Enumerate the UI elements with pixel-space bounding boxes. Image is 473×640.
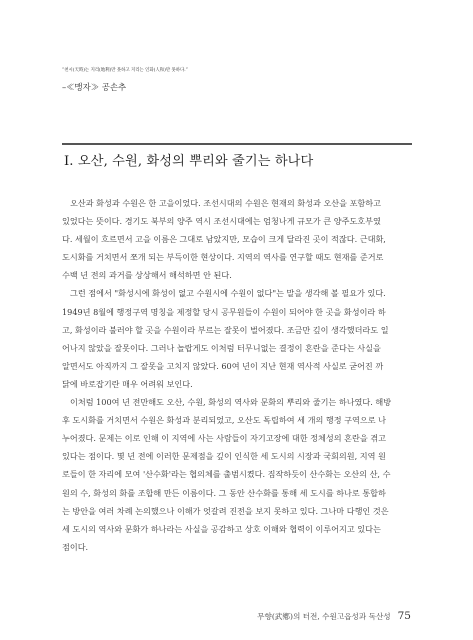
paragraph-line: 그런 점에서 "화성시에 화성이 없고 수원시에 수원이 없다"는 말을 생각해 볼 필요가 있다.	[70, 288, 386, 299]
epigraph-source: –≪맹자≫ 공손추	[62, 82, 127, 92]
paragraph-line: 고, 화성이라 불러야 할 곳을 수원이라 부르는 잘못이 벌어졌다. 조금만 깊이 생각했더라도 일	[62, 324, 389, 335]
running-title: 무향(武鄕)의 터전, 수원고읍성과 독산성	[257, 612, 391, 621]
paragraph-line: 누어졌다. 문제는 이로 인해 이 지역에 사는 사람들이 자기고장에 대한 정체성의 혼란을 겪고	[62, 433, 386, 444]
paragraph-line: 있었다는 뜻이다. 경기도 북부의 양주 역시 조선시대에는 엄청나게 규모가 큰 양주도호부였	[62, 216, 381, 227]
paragraph-line: 알면서도 아직까지 그 잘못을 고치지 않았다. 60여 년이 지난 현재 역사적 사실로 굳어진 까	[62, 360, 384, 371]
paragraph-line: 있다는 점이다. 몇 년 전에 이러한 문제점을 깊이 인식한 세 도시의 시장과 국회의원, 지역 원	[62, 451, 386, 462]
section-title: Ⅰ. 오산, 수원, 화성의 뿌리와 줄기는 하나다	[64, 154, 314, 169]
paragraph-line: 어나지 않았을 잘못이다. 그러나 놀랍게도 이처럼 터무니없는 결정이 혼란을 준다는 사실을	[62, 342, 381, 353]
paragraph-line: 후 도시화를 거치면서 수원은 화성과 분리되었고, 오산도 독립하여 세 개의 행정 구역으로 나	[62, 415, 386, 426]
paragraph-line: 닭에 바로잡기란 매우 어려워 보인다.	[62, 378, 193, 389]
epigraph	[62, 62, 422, 96]
paragraph-line: 도시화를 거치면서 쪼개 되는 부득이한 현상이다. 지역의 역사를 연구할 때도 현재를 준거로	[62, 252, 384, 263]
paragraph-line: 원의 수, 화성의 화를 조합해 만든 이름이다. 그 동안 산수화를 통해 세 도시를 하나로 통합하	[62, 487, 386, 498]
epigraph-quote: “천시(天時)는 지리(地利)만 못하고 지리는 인화(人和)만 못하다.”	[62, 68, 188, 73]
paragraph-line: 세 도시의 역사와 문화가 하나라는 사실을 공감하고 상호 이해와 협력이 이루어지고 있다는	[62, 523, 381, 534]
paragraph-line: 이처럼 100여 년 전만해도 오산, 수원, 화성의 역사와 문화의 뿌리와 줄기는 하나였다. 해방	[70, 397, 392, 408]
body-text	[62, 194, 412, 556]
paragraph-line: 로들이 한 자리에 모여 '산수화'라는 협의체를 출범시켰다. 짐작하듯이 산수화는 오산의 산, 수	[62, 469, 391, 480]
paragraph-line: 는 방안을 여러 차례 논의했으나 이해가 엇갈려 진전을 보지 못하고 있다. 그나마 다행인 것은	[62, 505, 389, 516]
paragraph-line: 점이다.	[62, 541, 89, 552]
page-number: 75	[397, 610, 411, 622]
paragraph-line: 1949년 8월에 행정구역 명칭을 제정할 당시 공무원들이 수원이 되어야 한 곳을 화성이라 하	[62, 306, 386, 317]
section-divider	[62, 143, 412, 145]
page-footer	[257, 610, 411, 622]
paragraph-line: 다. 세월이 흐르면서 고을 이름은 그대로 남았지만, 모습이 크게 달라진 곳이 적잖다. 근대화,	[62, 234, 386, 245]
paragraph-line: 수백 년 전의 과거를 상상해서 해석하면 안 된다.	[62, 270, 232, 281]
paragraph-line: 오산과 화성과 수원은 한 고을이었다. 조선시대의 수원은 현재의 화성과 오산을 포함하고	[70, 198, 381, 208]
